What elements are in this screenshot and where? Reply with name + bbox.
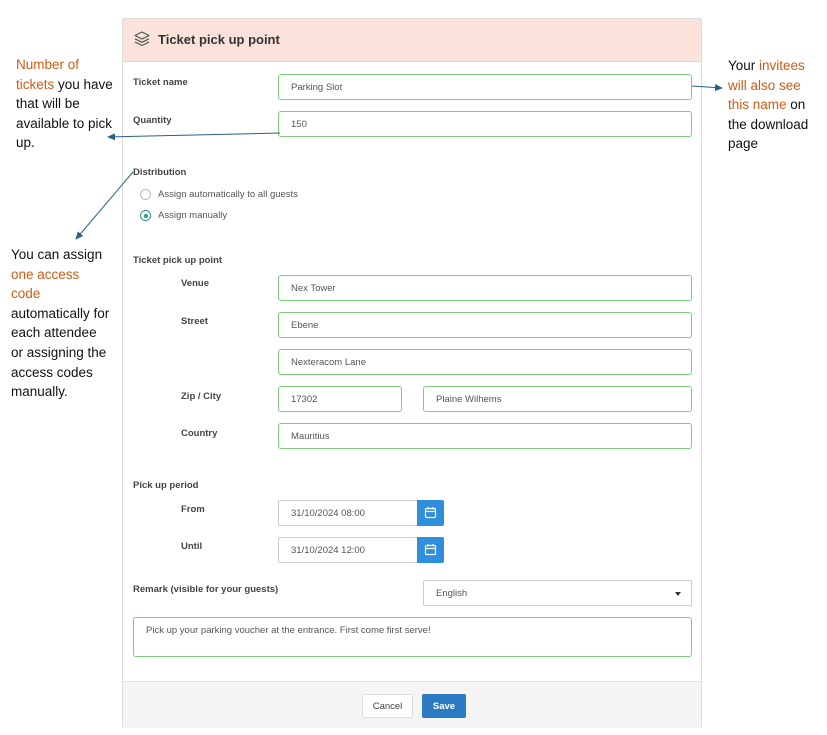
until-calendar-button[interactable] xyxy=(417,537,444,563)
country-input[interactable]: Mauritius xyxy=(278,423,692,449)
pickup-point-label: Ticket pick up point xyxy=(133,255,223,266)
annotation-invitees xyxy=(728,56,824,154)
remark-label: Remark (visible for your guests) xyxy=(133,584,279,595)
annotation-highlight: Number of tickets xyxy=(16,57,80,92)
annotation-number-of-tickets xyxy=(16,55,116,153)
zip-input[interactable]: 17302 xyxy=(278,386,402,412)
pickup-period-label: Pick up period xyxy=(133,480,199,491)
ticket-pickup-panel xyxy=(122,18,702,727)
calendar-icon xyxy=(424,543,437,556)
radio-assign-manually[interactable] xyxy=(140,210,227,221)
city-input[interactable]: Plaine Wilhems xyxy=(423,386,692,412)
annotation-text: on the download page xyxy=(728,97,809,152)
radio-button-selected[interactable] xyxy=(140,210,151,221)
annotation-text: automatically for each attendee or assigning the access codes manually. xyxy=(11,305,110,400)
panel-footer xyxy=(123,681,701,728)
from-date-input[interactable]: 31/10/2024 08:00 xyxy=(278,500,418,526)
until-label: Until xyxy=(181,541,203,552)
venue-input[interactable]: Nex Tower xyxy=(278,275,692,301)
street-input[interactable]: Ebene xyxy=(278,312,692,338)
annotation-access-code xyxy=(11,245,111,402)
annotation-highlight: invitees xyxy=(759,58,805,73)
ticket-name-input[interactable]: Parking Slot xyxy=(278,74,692,100)
street-line2-input[interactable]: Nexteracom Lane xyxy=(278,349,692,375)
calendar-icon xyxy=(424,506,437,519)
annotation-text: Your xyxy=(728,58,760,73)
annotation-highlight: one access code xyxy=(11,266,80,302)
layers-icon xyxy=(133,30,151,48)
until-date-input[interactable]: 31/10/2024 12:00 xyxy=(278,537,418,563)
from-calendar-button[interactable] xyxy=(417,500,444,526)
cancel-button[interactable]: Cancel xyxy=(362,694,413,718)
radio-assign-automatically[interactable] xyxy=(140,189,298,200)
annotation-highlight: will also see this name xyxy=(728,77,801,113)
venue-label: Venue xyxy=(181,278,209,289)
language-select-value: English xyxy=(436,587,468,599)
annotation-text: you have that will be available to pick up. xyxy=(16,76,113,151)
street-label: Street xyxy=(181,316,208,327)
radio-label: Assign manually xyxy=(158,210,228,221)
radio-label: Assign automatically to all guests xyxy=(158,189,298,200)
radio-button[interactable] xyxy=(140,189,151,200)
ticket-name-label: Ticket name xyxy=(133,77,188,88)
save-button[interactable]: Save xyxy=(422,694,466,718)
panel-title: Ticket pick up point xyxy=(158,32,280,47)
quantity-label: Quantity xyxy=(133,115,172,126)
chevron-down-icon xyxy=(675,592,681,596)
country-label: Country xyxy=(181,428,218,439)
distribution-label: Distribution xyxy=(133,167,187,178)
from-label: From xyxy=(181,504,205,515)
annotation-text: You can assign xyxy=(11,247,103,262)
remark-textarea[interactable]: Pick up your parking voucher at the entrance. First come first serve! xyxy=(133,617,692,657)
language-select[interactable] xyxy=(423,580,692,606)
zip-city-label: Zip / City xyxy=(181,391,222,402)
quantity-input[interactable]: 150 xyxy=(278,111,692,137)
panel-header xyxy=(123,19,701,62)
